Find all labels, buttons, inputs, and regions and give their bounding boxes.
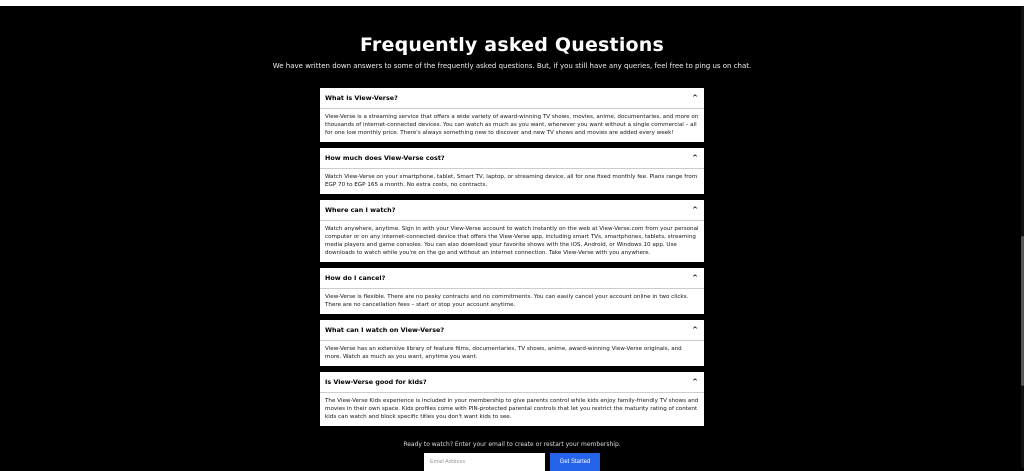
page-title: Frequently asked Questions: [359, 34, 665, 56]
chevron-up-icon[interactable]: ^: [692, 153, 698, 162]
get-started-button[interactable]: Get Started: [550, 453, 600, 471]
faq-item: [320, 320, 704, 366]
chevron-up-icon[interactable]: ^: [692, 325, 698, 334]
faq-question: Where can I watch?: [325, 206, 396, 214]
faq-item: [320, 148, 704, 194]
faq-question-header[interactable]: [320, 320, 704, 341]
faq-list: [320, 88, 704, 432]
faq-question-header[interactable]: [320, 268, 704, 289]
faq-question: What is View-Verse?: [325, 94, 398, 102]
page-subtitle: We have written down answers to some of the frequently asked questions. But, if you still have any queries, feel free to ping us on chat.: [272, 62, 752, 70]
faq-answer: View-Verse has an extensive library of feature films, documentaries, TV shows, anime, award-winning View-Verse originals, and more. Watch as much as you want, anytime you want.: [325, 346, 682, 360]
email-input[interactable]: [424, 453, 545, 471]
faq-answer: View-Verse is flexible. There are no pesky contracts and no commitments. You can easily cancel your account online in two clicks. There are no cancellation fees – start or stop your account anytime.: [325, 294, 689, 308]
faq-question-header[interactable]: [320, 200, 704, 221]
top-strip: [0, 0, 1024, 6]
faq-item: [320, 372, 704, 426]
faq-answer: View-Verse is a streaming service that offers a wide variety of award-winning TV shows, movies, anime, documentaries, and more on thousands of internet-connected devices. You can watch as much as you want, whenever you want without a single commercial – all for one low monthly price. There's always something new to discover and new TV shows and movies are added every week!: [325, 114, 699, 136]
faq-answer: Watch anywhere, anytime. Sign in with your View-Verse account to watch instantly on the web at View-Verse.com from your personal computer or on any internet-connected device that offers the View-Verse app, including smart TVs, smartphones, tablets, streaming media players and game consoles. You can also download your favorite shows with the iOS, Android, or Windows 10 app. Use downloads to watch while you're on the go and without an internet connection. Take View-Verse with you anywhere.: [325, 226, 699, 256]
chevron-up-icon[interactable]: ^: [692, 273, 698, 282]
faq-question: How much does View-Verse cost?: [325, 154, 445, 162]
faq-item: [320, 200, 704, 262]
faq-question: What can I watch on View-Verse?: [325, 326, 445, 334]
faq-answer: The View-Verse Kids experience is included in your membership to give parents control while kids enjoy family-friendly TV shows and movies in their own space. Kids profiles come with PIN-protected parental controls that let you restrict the maturity rating of content kids can watch and block specific titles you don't want kids to see.: [325, 398, 699, 420]
chevron-up-icon[interactable]: ^: [692, 377, 698, 386]
faq-question: How do I cancel?: [325, 274, 386, 282]
faq-item: [320, 268, 704, 314]
faq-answer: Watch View-Verse on your smartphone, tablet, Smart TV, laptop, or streaming device, all for one fixed monthly fee. Plans range from EGP 70 to EGP 165 a month. No extra costs, no contracts.: [325, 174, 698, 188]
cta-text: Ready to watch? Enter your email to create or restart your membership.: [403, 441, 621, 448]
faq-question-header[interactable]: [320, 372, 704, 393]
faq-question-header[interactable]: [320, 148, 704, 169]
faq-item: [320, 88, 704, 142]
faq-question: Is View-Verse good for kids?: [325, 378, 427, 386]
chevron-up-icon[interactable]: ^: [692, 93, 698, 102]
chevron-up-icon[interactable]: ^: [692, 205, 698, 214]
faq-question-header[interactable]: [320, 88, 704, 109]
